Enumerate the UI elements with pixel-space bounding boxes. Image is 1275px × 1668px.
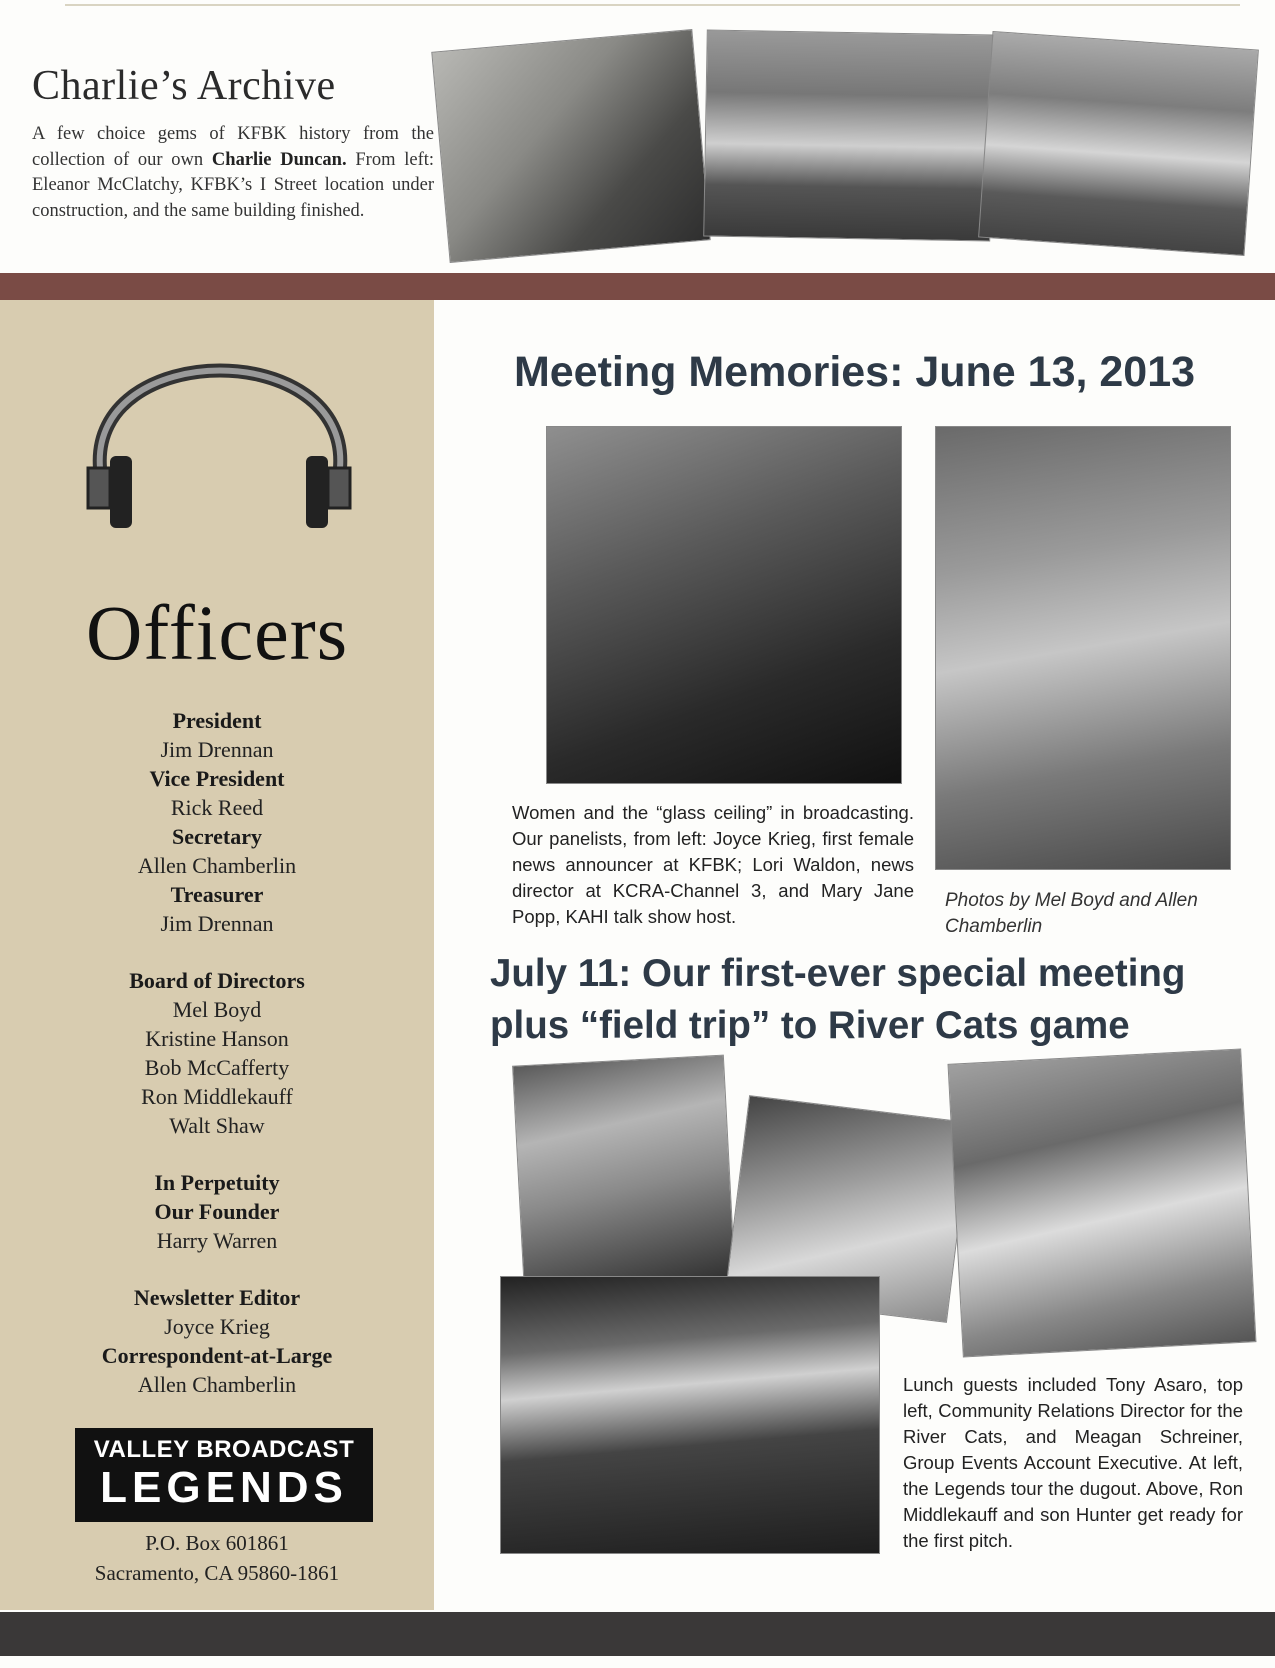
dugout-tour-photo (500, 1276, 880, 1554)
bottom-band (0, 1612, 1275, 1656)
correspondent-heading: Correspondent-at-Large (101, 1343, 333, 1368)
board-member: Bob McCafferty (144, 1055, 290, 1080)
founder-name: Harry Warren (156, 1228, 278, 1253)
archive-photo-building-construction (703, 30, 994, 242)
logo-line-2: LEGENDS (100, 1463, 348, 1512)
archive-photo-building-finished (978, 31, 1259, 256)
officer-name: Allen Chamberlin (137, 853, 297, 878)
officer-name: Jim Drennan (160, 911, 274, 936)
mailing-address (0, 1528, 434, 1588)
address-line-1: P.O. Box 601861 (145, 1531, 289, 1555)
officers-roster (0, 706, 434, 1399)
officer-name: Rick Reed (170, 795, 264, 820)
officers-title: Officers (85, 589, 349, 676)
divider-band (0, 273, 1275, 300)
archive-rest: From left: Eleanor McClatchy, KFBK’s I Street location under construction, and the same building finished. (32, 149, 435, 221)
mary-jane-popp-photo (935, 426, 1231, 870)
archive-intro: A few choice gems of KFBK history from the collection of our own (32, 124, 434, 170)
officer-name: Jim Drennan (160, 737, 274, 762)
logo-line-1: VALLEY BROADCAST (93, 1436, 355, 1463)
board-member: Mel Boyd (172, 997, 262, 1022)
correspondent-name: Allen Chamberlin (137, 1372, 297, 1397)
address-line-2: Sacramento, CA 95860-1861 (94, 1561, 340, 1585)
valley-broadcast-legends-logo (75, 1428, 373, 1522)
archive-collector-name: Charlie Duncan. (211, 149, 347, 170)
meeting-memories-heading: Meeting Memories: June 13, 2013 (513, 348, 1196, 396)
officer-role: Secretary (172, 824, 262, 849)
river-cats-caption: Lunch guests included Tony Asaro, top left, Community Relations Director for the River Cats, and Meagan Schreiner, Group Events Account Executive. At left, the Legends tour the dugout. Above, Ron Middlekauff and son Hunter get ready for the first pitch. (903, 1374, 1243, 1551)
founder-heading: Our Founder (154, 1199, 280, 1224)
tony-asaro-photo (512, 1055, 736, 1298)
archive-title: Charlie’s Archive (32, 63, 336, 109)
board-member: Kristine Hanson (145, 1026, 289, 1051)
panelists-photo (546, 426, 902, 784)
board-heading: Board of Directors (129, 968, 305, 993)
archive-photo-eleanor-mcclatchy (431, 29, 710, 263)
officer-role: President (172, 708, 262, 733)
middlekauff-photo (948, 1049, 1257, 1358)
board-member: Walt Shaw (169, 1113, 265, 1138)
board-member: Ron Middlekauff (141, 1084, 293, 1109)
archive-description (32, 122, 434, 224)
headphones-icon (80, 318, 360, 568)
officer-role: Vice President (149, 766, 285, 791)
july-meeting-heading: July 11: Our first-ever special meeting plus “field trip” to River Cats game (490, 952, 1186, 1047)
panel-caption: Women and the “glass ceiling” in broadcasting. Our panelists, from left: Joyce Krieg, first female news announcer at KFBK; Lori Waldon, news director at KCRA-Channel 3, and Mary Jane Popp, KAHI talk show host. (512, 802, 914, 927)
photo-credit: Photos by Mel Boyd and Allen Chamberlin (945, 890, 1198, 937)
editor-heading: Newsletter Editor (133, 1285, 301, 1310)
officer-role: Treasurer (170, 882, 264, 907)
top-rule (65, 4, 1240, 6)
editor-name: Joyce Krieg (164, 1314, 270, 1339)
perpetuity-heading: In Perpetuity (154, 1170, 280, 1195)
